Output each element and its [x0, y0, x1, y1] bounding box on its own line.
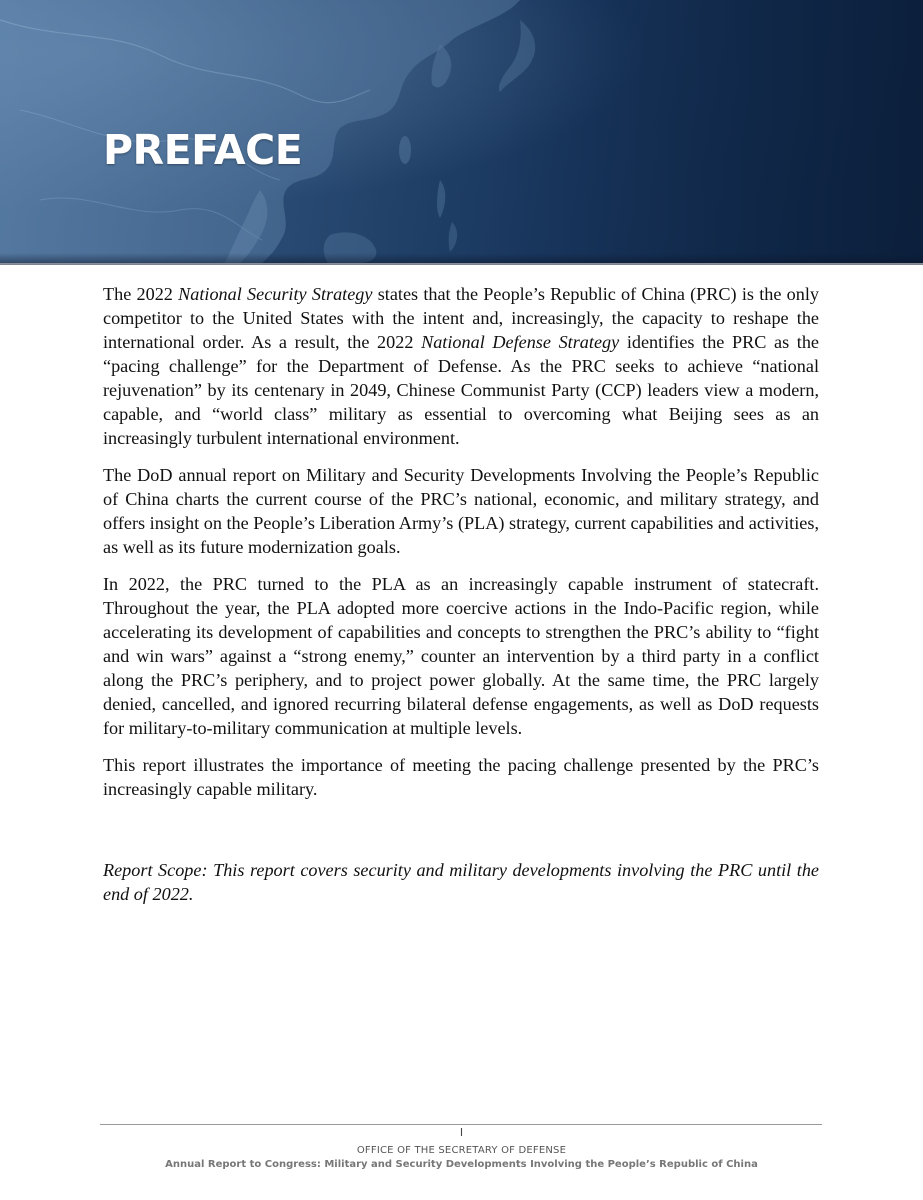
- paragraph-report-purpose: The DoD annual report on Military and Security Developments Involving the People’s Republic of China charts the current course of the PRC’s national, economic, and military strategy, and offers insight on the People’s Liberation Army’s (PLA) strategy, current capabilities and activities, as well as its future modernization goals.: [103, 465, 819, 557]
- footer-organization: OFFICE OF THE SECRETARY OF DEFENSE: [356, 1145, 567, 1156]
- header-banner: [0, 0, 923, 263]
- p1-text-e: identifies the PRC as the “pacing challenge” for the Department of Defense. As the PRC seeks to achieve “national rejuvenation” by its centenary in 2049, Chinese Communist Party (CCP) leaders view a modern, capable, and “world class” military as essential to overcoming what Beijing sees as an increasingly turbulent international environment.: [103, 332, 819, 448]
- page-title: PREFACE: [103, 126, 303, 174]
- nss-title: National Security Strategy: [178, 284, 373, 304]
- preface-body: [103, 282, 819, 814]
- p1-text-c: states that the People’s Republic of China (PRC) is the only competitor to the United States with the intent and, increasingly, the capacity to reshape the international order. As a result, the 2022: [103, 284, 819, 352]
- paragraph-pacing-challenge: This report illustrates the importance of meeting the pacing challenge presented by the PRC’s increasingly capable military.: [103, 755, 819, 799]
- paragraph-2022-activities: In 2022, the PRC turned to the PLA as an increasingly capable instrument of statecraft. Throughout the year, the PLA adopted more coercive actions in the Indo-Pacific region, while accelerating its development of capabilities and concepts to strengthen the PRC’s ability to “fight and win wars” against a “strong enemy,” counter an intervention by a third party in a conflict along the PRC’s periphery, and to project power globally. At the same time, the PRC largely denied, cancelled, and ignored recurring bilateral defense engagements, as well as DoD requests for military-to-military communication at multiple levels.: [103, 574, 819, 738]
- footer-divider: [100, 1124, 822, 1125]
- footer-report-title: Annual Report to Congress: Military and Security Developments Involving the People’s Republic of China: [165, 1159, 758, 1170]
- banner-shadow: [0, 253, 923, 265]
- nds-title: National Defense Strategy: [421, 332, 620, 352]
- paragraph-nss-nds: [103, 282, 819, 450]
- p1-text-a: The 2022: [103, 284, 179, 304]
- report-scope: Report Scope: This report covers security and military developments involving the PRC until the end of 2022.: [103, 860, 819, 904]
- page-number: I: [459, 1126, 464, 1139]
